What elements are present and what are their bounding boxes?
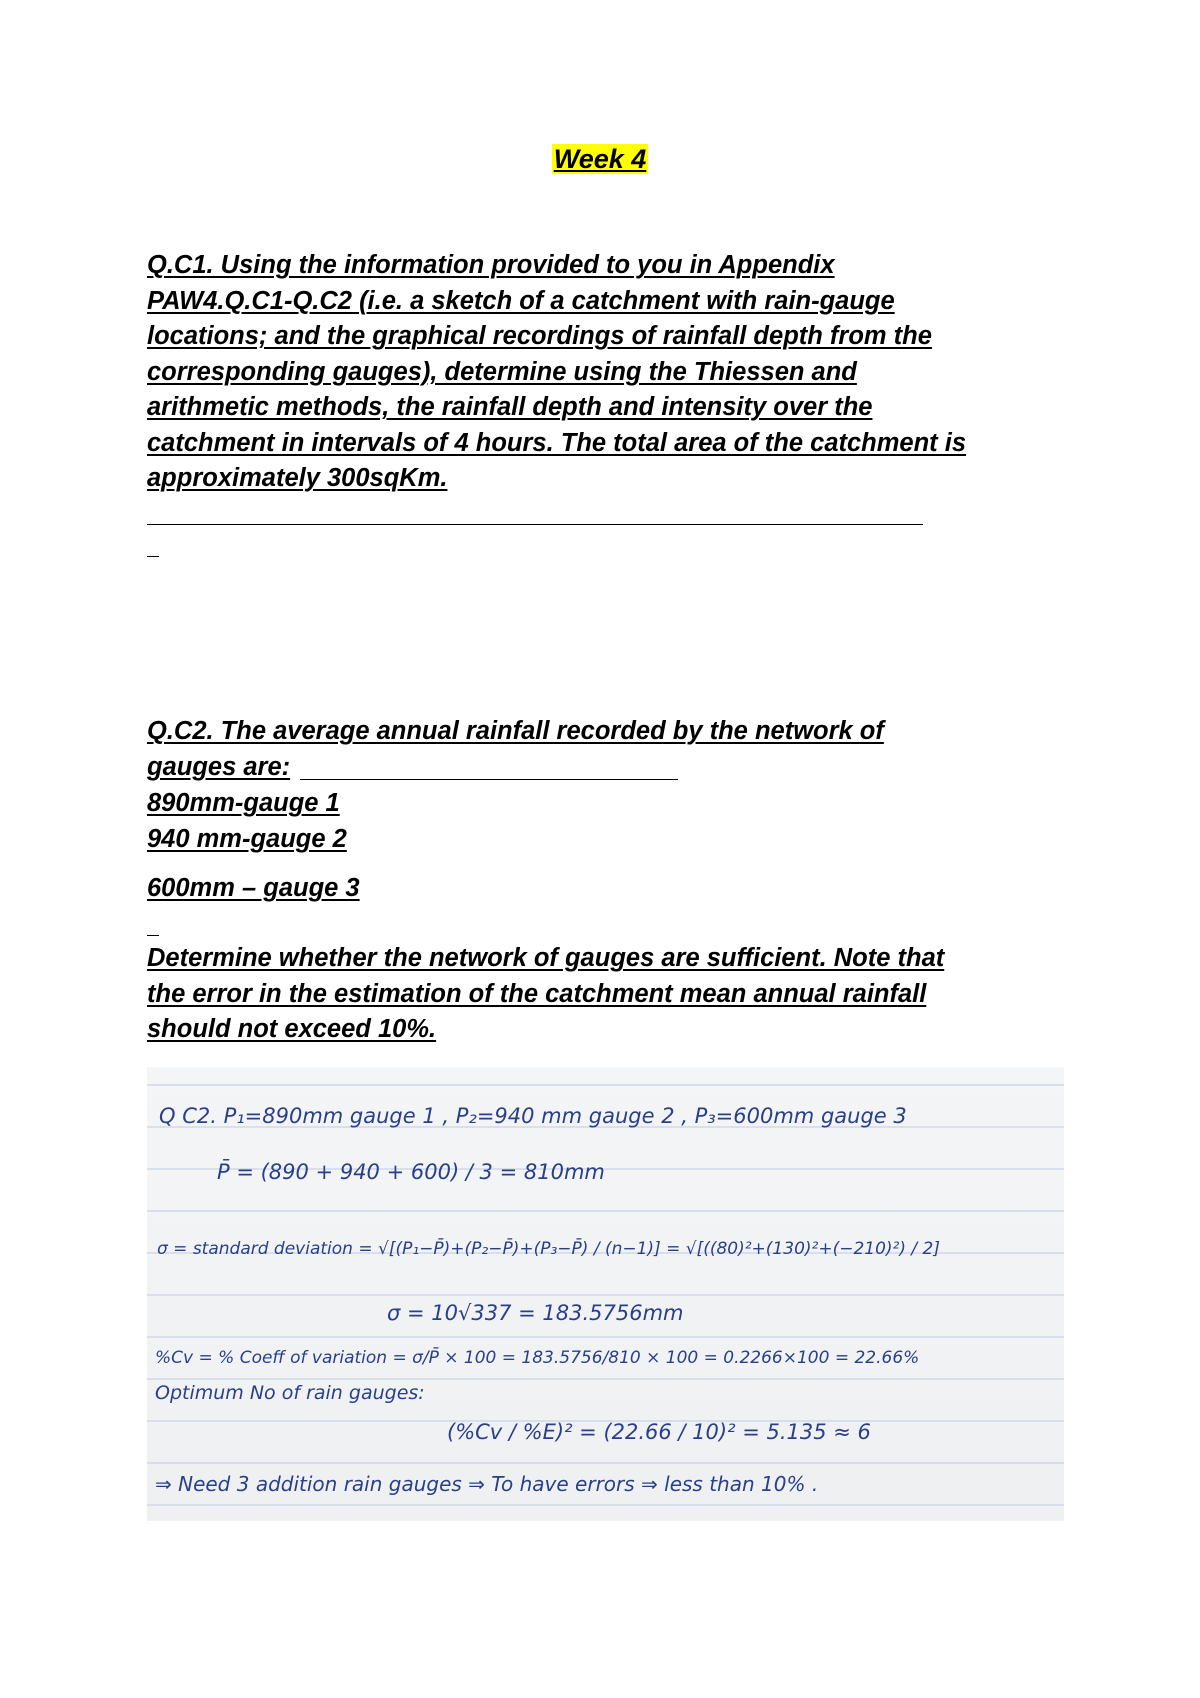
question-c1 — [147, 248, 1077, 497]
page-title: Week 4 — [553, 144, 647, 174]
hw-line-7: (%Cv / %E)² = (22.66 / 10)² = 5.135 ≈ 6 — [447, 1420, 871, 1444]
handwritten-solution-photo — [147, 1067, 1064, 1521]
qc1-line: arithmetic methods, the rainfall depth and intensity over the — [147, 393, 873, 421]
qc1-line: PAW4.Q.C1-Q.C2 (i.e. a sketch of a catchment with rain-gauge — [147, 286, 895, 315]
hw-line-4: σ = 10√337 = 183.5756mm — [387, 1301, 684, 1325]
hw-line-6: Optimum No of rain gauges: — [155, 1382, 425, 1404]
gauge-list — [147, 786, 1077, 857]
gauge-item: 600mm – gauge 3 — [147, 874, 360, 902]
dash-mark — [147, 935, 159, 936]
gauge-item: 890mm-gauge 1 — [147, 789, 340, 817]
qc2-task-line: the error in the estimation of the catchment mean annual rainfall — [147, 979, 927, 1008]
notebook-page — [147, 1067, 1064, 1521]
qc1-line: corresponding gauges), determine using the Thiessen and — [147, 357, 857, 386]
qc1-line: approximately 300sqKm. — [147, 464, 448, 492]
answer-line — [147, 524, 923, 525]
qc2-intro-line: Q.C2. The average annual rainfall recorded by the network of — [147, 717, 884, 745]
hw-line-3: σ = standard deviation = √[(P₁−P̄)+(P₂−P̄)+(P₃−P̄) / (n−1)] = √[((80)²+(130)²+(−210)²) / 2] — [157, 1239, 940, 1259]
qc1-line: locations; and the graphical recordings of rainfall depth from the — [147, 322, 932, 350]
question-c2-intro — [147, 714, 1077, 785]
hw-line-2: P̄ = (890 + 940 + 600) / 3 = 810mm — [217, 1160, 605, 1184]
qc1-line: Q.C1. Using the information provided to you in Appendix — [147, 251, 835, 279]
gauge-list-2 — [147, 871, 1077, 907]
gauge-item: 940 mm-gauge 2 — [147, 824, 347, 853]
qc1-line: catchment in intervals of 4 hours. The total area of the catchment is — [147, 428, 967, 457]
qc2-intro-line: gauges are: — [147, 752, 291, 781]
title-container — [0, 144, 1200, 175]
qc2-task-line: Determine whether the network of gauges are sufficient. Note that — [147, 944, 945, 972]
qc2-task-line: should not exceed 10%. — [147, 1015, 437, 1043]
gauges-underline — [300, 779, 678, 780]
hw-line-1: Q C2. P₁=890mm gauge 1 , P₂=940 mm gauge 2 , P₃=600mm gauge 3 — [159, 1104, 907, 1128]
hw-line-5: %Cv = % Coeff of variation = σ/P̄ × 100 = 183.5756/810 × 100 = 0.2266×100 = 22.66% — [155, 1348, 920, 1368]
dash-mark — [147, 556, 159, 557]
question-c2-task — [147, 941, 1077, 1048]
hw-line-8: ⇒ Need 3 addition rain gauges ⇒ To have errors ⇒ less than 10% . — [155, 1472, 819, 1496]
